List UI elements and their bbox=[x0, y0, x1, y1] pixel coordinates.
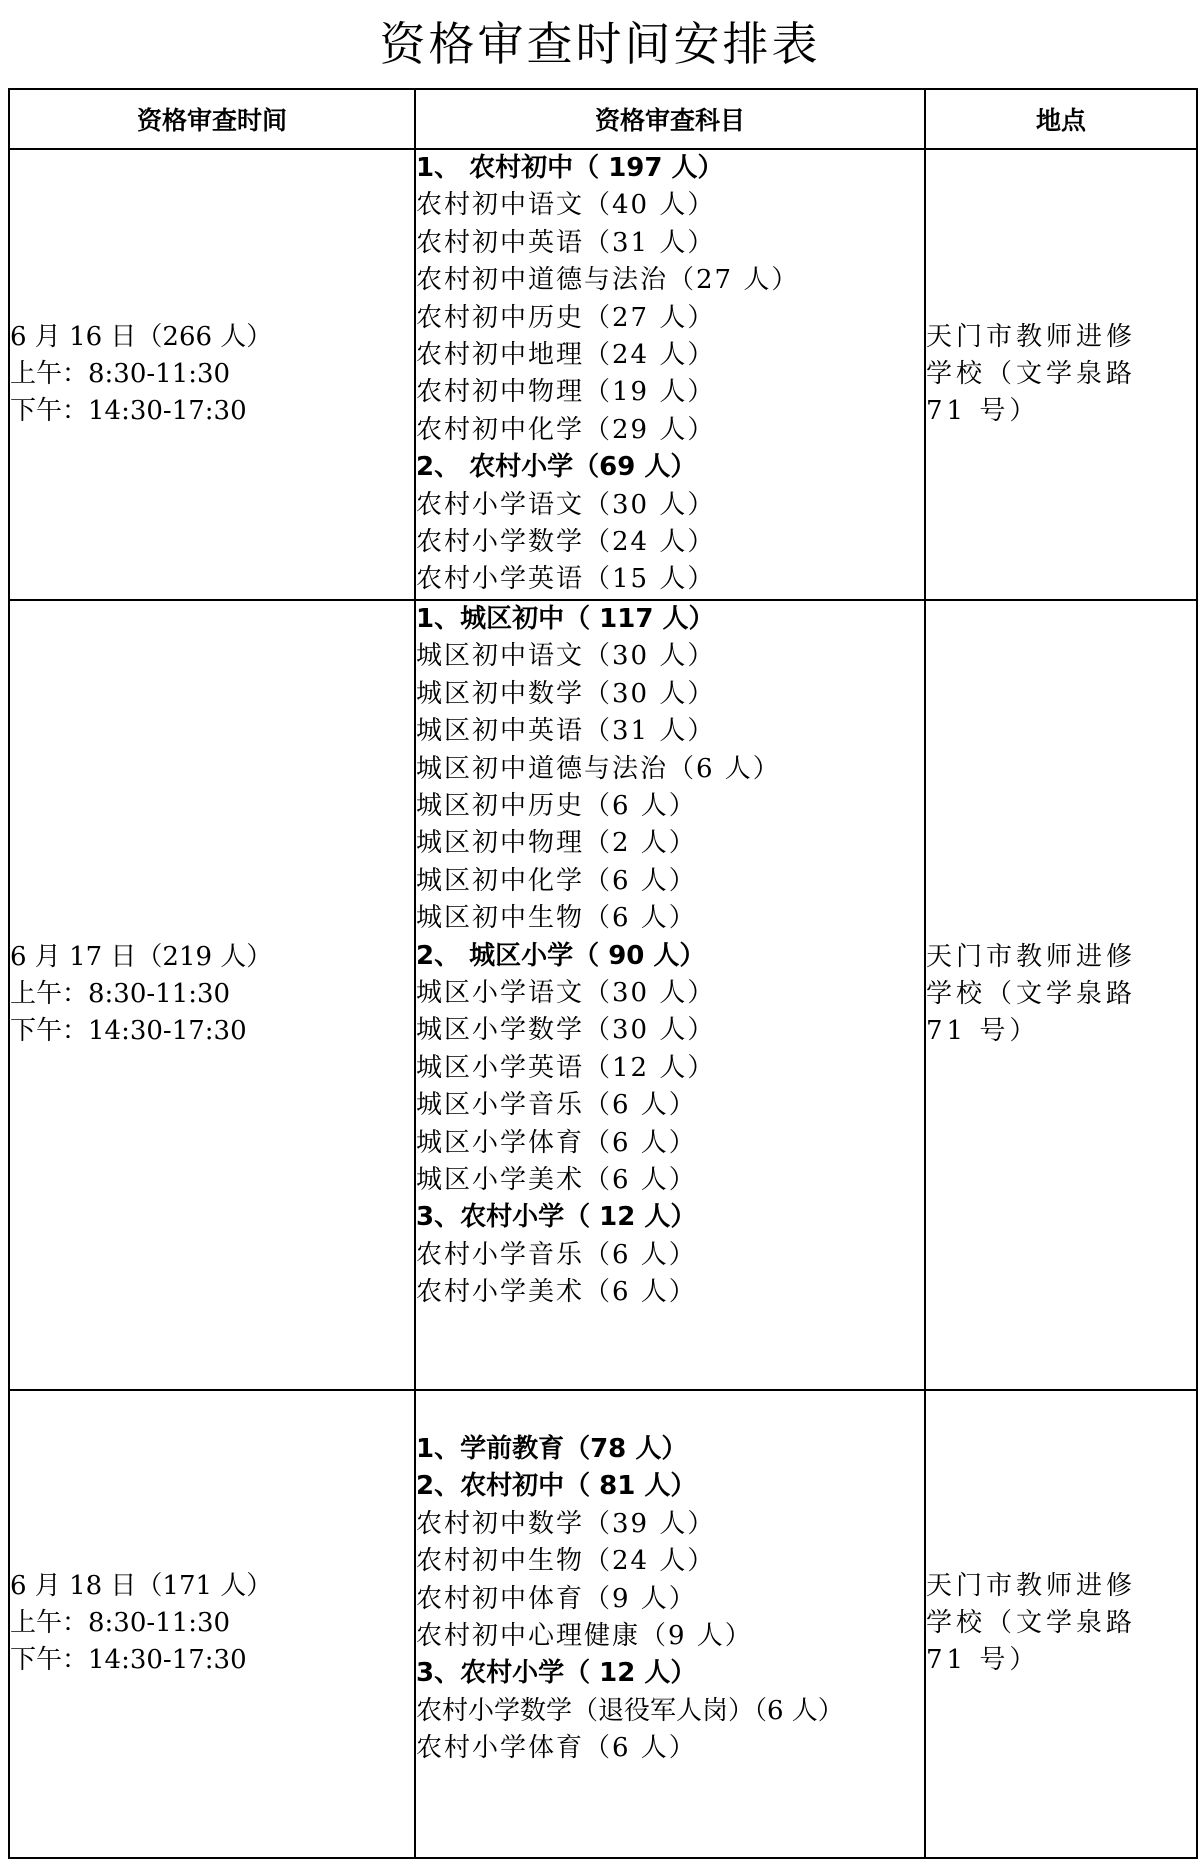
subject-item: 城区小学音乐（6 人） bbox=[416, 1090, 697, 1121]
date-text: 6 月 18 日（171 人） bbox=[10, 1571, 273, 1602]
subject-item: 城区初中物理（2 人） bbox=[416, 828, 697, 859]
subject-item: 农村初中英语（31 人） bbox=[416, 227, 716, 258]
subjects-cell bbox=[415, 1390, 925, 1858]
group-heading: 3、农村小学（ 12 人） bbox=[416, 1658, 697, 1689]
subject-item: 农村小学体育（6 人） bbox=[416, 1733, 697, 1764]
subject-item: 城区小学美术（6 人） bbox=[416, 1164, 697, 1195]
subject-item: 农村小学数学（24 人） bbox=[416, 527, 716, 558]
location-line: 学校（文学泉路 bbox=[926, 1608, 1137, 1639]
subject-item: 农村小学语文（30 人） bbox=[416, 489, 716, 520]
location-cell bbox=[925, 149, 1197, 600]
subject-item: 农村小学数学（退役军人岗）（6 人） bbox=[416, 1695, 844, 1726]
subject-item: 城区初中道德与法治（6 人） bbox=[416, 753, 781, 784]
subject-item: 农村小学英语（15 人） bbox=[416, 564, 716, 595]
subject-item: 农村小学音乐（6 人） bbox=[416, 1239, 697, 1270]
group-heading: 2、 城区小学（ 90 人） bbox=[416, 940, 706, 971]
table-row bbox=[9, 1390, 1197, 1858]
time-cell bbox=[9, 600, 415, 1390]
subject-item: 城区初中化学（6 人） bbox=[416, 865, 697, 896]
location-cell bbox=[925, 600, 1197, 1390]
subject-item: 城区初中语文（30 人） bbox=[416, 641, 716, 672]
group-heading: 2、农村初中（ 81 人） bbox=[416, 1471, 697, 1502]
subject-item: 农村初中化学（29 人） bbox=[416, 414, 716, 445]
subject-item: 农村初中道德与法治（27 人） bbox=[416, 265, 800, 296]
subject-item: 农村小学美术（6 人） bbox=[416, 1277, 697, 1308]
time-cell bbox=[9, 1390, 415, 1858]
afternoon-time: 下午：14:30-17:30 bbox=[10, 1645, 247, 1676]
header-time: 资格审查时间 bbox=[9, 89, 415, 149]
location-line: 天门市教师进修 bbox=[926, 321, 1137, 352]
subjects-cell bbox=[415, 600, 925, 1390]
subject-item: 城区小学体育（6 人） bbox=[416, 1127, 697, 1158]
group-heading: 1、 农村初中（ 197 人） bbox=[416, 153, 724, 183]
group-heading: 3、农村小学（ 12 人） bbox=[416, 1202, 697, 1233]
subject-item: 城区初中英语（31 人） bbox=[416, 716, 716, 747]
location-line: 天门市教师进修 bbox=[926, 1571, 1137, 1602]
header-row bbox=[9, 89, 1197, 149]
schedule-table bbox=[8, 88, 1198, 1859]
date-text: 6 月 16 日（266 人） bbox=[10, 321, 273, 352]
group-heading: 1、城区初中（ 117 人） bbox=[416, 603, 715, 634]
subject-item: 农村初中心理健康（9 人） bbox=[416, 1620, 753, 1651]
group-heading: 2、 农村小学（69 人） bbox=[416, 452, 697, 483]
subject-item: 农村初中体育（9 人） bbox=[416, 1583, 697, 1614]
location-line: 71 号） bbox=[926, 1016, 1040, 1047]
subject-item: 城区初中历史（6 人） bbox=[416, 790, 697, 821]
group-heading: 1、学前教育（78 人） bbox=[416, 1433, 688, 1464]
location-line: 71 号） bbox=[926, 1645, 1040, 1676]
morning-time: 上午：8:30-11:30 bbox=[10, 1608, 231, 1639]
location-line: 天门市教师进修 bbox=[926, 942, 1137, 973]
afternoon-time: 下午：14:30-17:30 bbox=[10, 395, 247, 426]
subject-item: 农村初中历史（27 人） bbox=[416, 302, 716, 333]
subject-item: 城区小学英语（12 人） bbox=[416, 1052, 716, 1083]
subjects-cell bbox=[415, 149, 925, 600]
subject-item: 农村初中物理（19 人） bbox=[416, 377, 716, 408]
table-row bbox=[9, 600, 1197, 1390]
subject-item: 城区小学数学（30 人） bbox=[416, 1015, 716, 1046]
subject-item: 城区初中生物（6 人） bbox=[416, 903, 697, 934]
subject-item: 农村初中语文（40 人） bbox=[416, 190, 716, 221]
subject-item: 农村初中生物（24 人） bbox=[416, 1546, 716, 1577]
afternoon-time: 下午：14:30-17:30 bbox=[10, 1016, 247, 1047]
location-cell bbox=[925, 1390, 1197, 1858]
time-cell bbox=[9, 149, 415, 600]
table-row bbox=[9, 149, 1197, 600]
header-location: 地点 bbox=[925, 89, 1197, 149]
date-text: 6 月 17 日（219 人） bbox=[10, 942, 273, 973]
document-title: 资格审查时间安排表 bbox=[379, 17, 821, 71]
morning-time: 上午：8:30-11:30 bbox=[10, 979, 231, 1010]
location-line: 71 号） bbox=[926, 395, 1040, 426]
subject-item: 农村初中数学（39 人） bbox=[416, 1508, 716, 1539]
subject-item: 农村初中地理（24 人） bbox=[416, 340, 716, 371]
subject-item: 城区小学语文（30 人） bbox=[416, 977, 716, 1008]
subject-item: 城区初中数学（30 人） bbox=[416, 678, 716, 709]
header-subjects: 资格审查科目 bbox=[415, 89, 925, 149]
morning-time: 上午：8:30-11:30 bbox=[10, 358, 231, 389]
location-line: 学校（文学泉路 bbox=[926, 358, 1137, 389]
location-line: 学校（文学泉路 bbox=[926, 979, 1137, 1010]
